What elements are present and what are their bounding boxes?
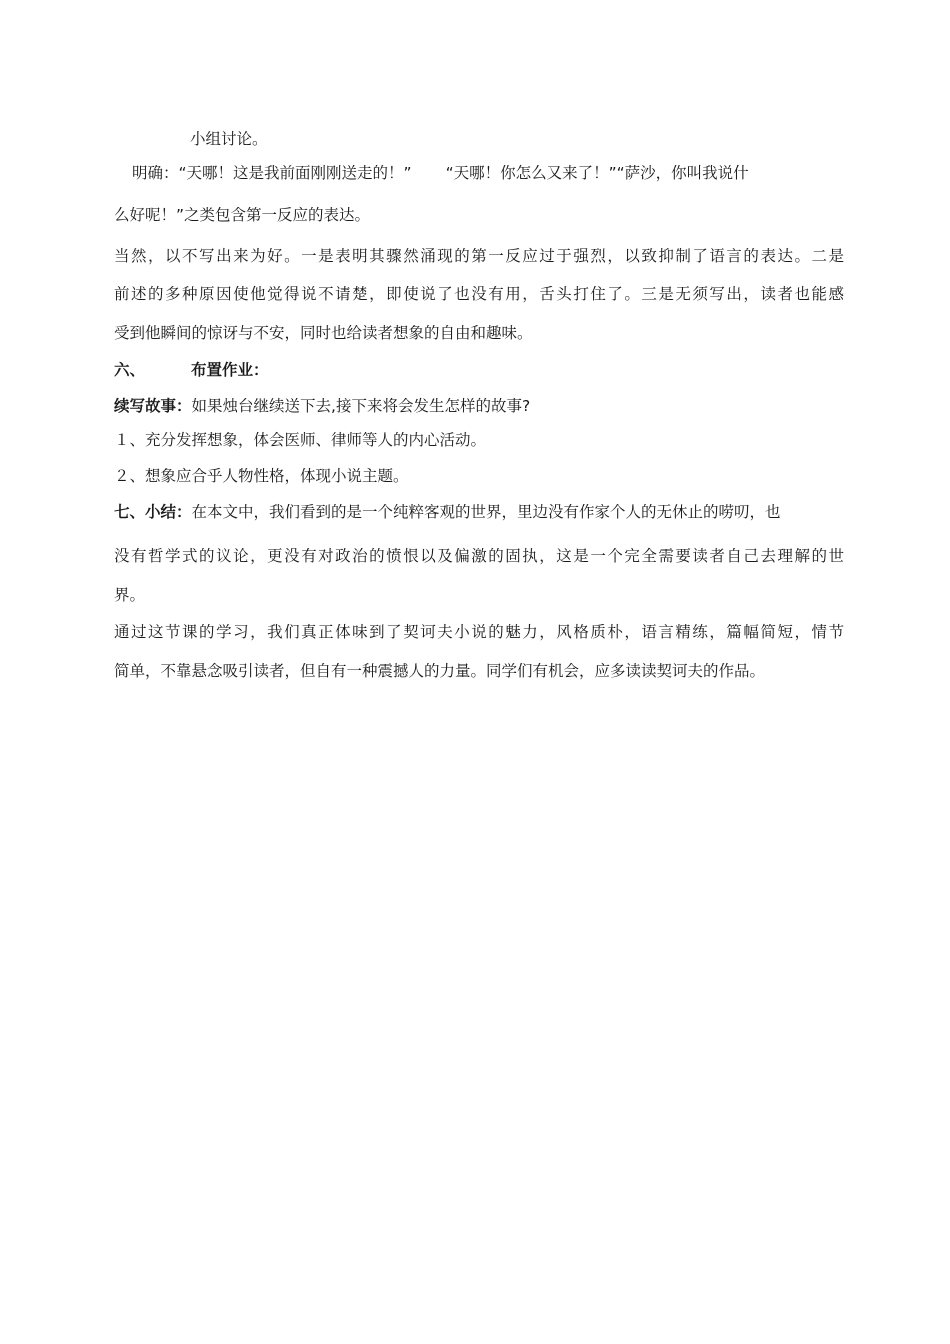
summary-text: 在本文中，我们看到的是一个纯粹客观的世界，里边没有作家个人的无休止的唠叨，也 (191, 503, 781, 521)
answer-line-2 (114, 205, 844, 225)
section-six-number: 六、 (114, 361, 146, 379)
discussion-line (190, 129, 920, 149)
answer-quote-2: “天哪！你怎么又来了！”“萨沙，你叫我说什 (445, 164, 749, 182)
paragraph-line-3: 受到他瞬间的惊讶与不安，同时也给读者想象的自由和趣味。 (114, 324, 533, 342)
conclusion-line-1: 通过这节课的学习，我们真正体味到了契诃夫小说的魅力，风格质朴，语言精练，篇幅简短，情节 (114, 623, 844, 641)
summary-label: 七、小结： (114, 503, 192, 521)
discussion-text: 小组讨论。 (190, 130, 268, 148)
paragraph-line-2: 前述的多种原因使他觉得说不请楚，即使说了也没有用，舌头打住了。三是无须写出，读者也能感 (114, 285, 844, 303)
answer-quote-1: 明确：“天哪！这是我前面刚刚送走的！” (132, 164, 412, 182)
answer-line-1 (132, 163, 844, 183)
paragraph-line-1: 当然，以不写出来为好。一是表明其骤然涌现的第一反应过于强烈，以致抑制了语言的表达。二是 (114, 247, 844, 265)
homework-item-1: １、充分发挥想象，体会医师、律师等人的内心活动。 (114, 431, 487, 449)
section-six-heading (114, 360, 844, 380)
summary-line-3: 界。 (114, 586, 146, 604)
homework-label: 续写故事： (114, 397, 192, 415)
section-six-title: 布置作业： (191, 361, 269, 379)
homework-line (114, 396, 844, 416)
summary-line-1 (114, 502, 844, 522)
answer-quote-3: 么好呢！”之类包含第一反应的表达。 (114, 206, 371, 224)
homework-item-2: ２、想象应合乎人物性格，体现小说主题。 (114, 467, 409, 485)
summary-line-2: 没有哲学式的议论，更没有对政治的愤恨以及偏激的固执，这是一个完全需要读者自己去理解的世 (114, 547, 844, 565)
conclusion-line-2: 简单，不靠悬念吸引读者，但自有一种震撼人的力量。同学们有机会，应多读读契诃夫的作品。 (114, 662, 766, 680)
homework-text: 如果烛台继续送下去,接下来将会发生怎样的故事? (191, 397, 531, 415)
